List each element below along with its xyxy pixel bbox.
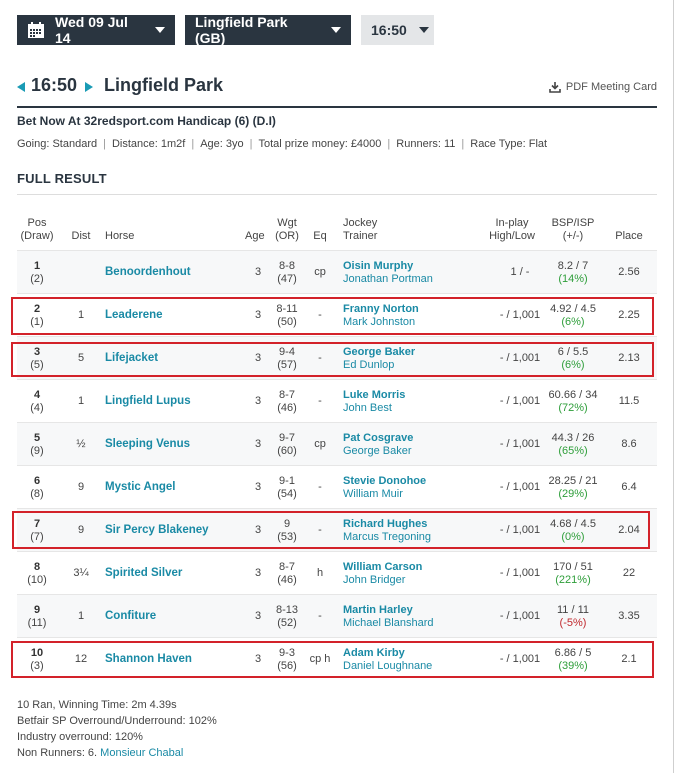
download-icon: [549, 81, 561, 93]
distance-cell: 1: [77, 610, 85, 622]
pdf-meeting-card-link[interactable]: [549, 81, 657, 93]
bsp-cell: 11 / 11 (-5%): [556, 604, 589, 629]
horse-link[interactable]: Lingfield Lupus: [105, 395, 191, 407]
place-cell: 2.56: [618, 266, 640, 278]
table-row: [17, 422, 657, 465]
jockey-link[interactable]: George Baker: [343, 346, 416, 358]
bsp-cell: 6 / 5.5 (6%): [557, 346, 589, 371]
col-dist-header: Dist: [71, 230, 91, 242]
trainer-link[interactable]: Michael Blanshard: [343, 617, 434, 629]
jockey-link[interactable]: Pat Cosgrave: [343, 432, 414, 444]
jockey-link[interactable]: Franny Norton: [343, 303, 419, 315]
trainer-link[interactable]: Marcus Tregoning: [343, 531, 432, 543]
distance-cell: ½: [76, 438, 86, 450]
place-cell: 11.5: [618, 395, 640, 407]
course-value: Lingfield Park (GB): [195, 14, 288, 46]
horse-link[interactable]: Shannon Haven: [105, 653, 192, 665]
trainer-link[interactable]: John Best: [343, 402, 392, 414]
position-cell: 6 (8): [30, 475, 44, 500]
position-cell: 2 (1): [30, 303, 44, 328]
trainer-link[interactable]: William Muir: [343, 488, 403, 500]
inplay-cell: - / 1,001: [499, 653, 541, 665]
divider: [17, 194, 657, 195]
results-table-header: [17, 217, 657, 247]
course-dropdown[interactable]: [185, 15, 351, 45]
bsp-cell: 28.25 / 21 (29%): [548, 475, 598, 500]
inplay-cell: - / 1,001: [499, 395, 541, 407]
race-runners: Runners: 11: [396, 138, 456, 150]
position-cell: 4 (4): [30, 389, 44, 414]
col-pos-header: Pos (Draw): [20, 217, 54, 242]
col-horse-header: Horse: [105, 230, 135, 242]
age-cell: 3: [254, 610, 262, 622]
highlight-box: [11, 342, 654, 377]
jockey-link[interactable]: Adam Kirby: [343, 647, 405, 659]
horse-link[interactable]: Leaderene: [105, 309, 163, 321]
weight-cell: 9 (53): [277, 518, 297, 543]
equipment-cell: -: [318, 610, 322, 622]
race-course-title: Lingfield Park: [104, 75, 224, 95]
weight-cell: 8-13 (52): [275, 604, 299, 629]
equipment-cell: -: [318, 524, 322, 536]
jockey-link[interactable]: Stevie Donohoe: [343, 475, 427, 487]
bsp-cell: 8.2 / 7 (14%): [557, 260, 589, 285]
col-jockey-trainer-header: Jockey Trainer: [343, 217, 378, 242]
equipment-cell: h: [316, 567, 324, 579]
race-title: Bet Now At 32redsport.com Handicap (6) (D.I): [17, 114, 276, 128]
bsp-cell: 60.66 / 34 (72%): [548, 389, 598, 414]
race-selector-bar: [17, 15, 434, 45]
place-cell: 2.25: [618, 309, 640, 321]
age-cell: 3: [254, 567, 262, 579]
jockey-link[interactable]: Richard Hughes: [343, 518, 428, 530]
weight-cell: 8-8 (47): [277, 260, 297, 285]
race-distance: Distance: 1m2f: [111, 138, 186, 150]
col-age-header: Age: [245, 230, 265, 242]
distance-cell: 1: [77, 395, 85, 407]
inplay-cell: - / 1,001: [499, 567, 541, 579]
trainer-link[interactable]: John Bridger: [343, 574, 406, 586]
non-runner-link[interactable]: Monsieur Chabal: [100, 747, 184, 759]
calendar-icon: [27, 21, 45, 39]
equipment-cell: -: [318, 309, 322, 321]
equipment-cell: cp h: [309, 653, 331, 665]
date-value: Wed 09 Jul 14: [55, 14, 128, 46]
place-cell: 2.04: [618, 524, 640, 536]
position-cell: 1 (2): [30, 260, 44, 285]
horse-link[interactable]: Mystic Angel: [105, 481, 176, 493]
inplay-cell: - / 1,001: [499, 438, 541, 450]
equipment-cell: cp: [314, 266, 326, 278]
position-cell: 10 (3): [30, 647, 44, 672]
distance-cell: 9: [77, 524, 85, 536]
weight-cell: 9-1 (54): [277, 475, 297, 500]
place-cell: 8.6: [621, 438, 637, 450]
horse-link[interactable]: Confiture: [105, 610, 157, 622]
horse-link[interactable]: Benoordenhout: [105, 266, 191, 278]
race-footer: [17, 697, 217, 761]
jockey-trainer-cell: [343, 389, 405, 415]
col-inplay-header: In-play High/Low: [489, 217, 535, 242]
position-cell: 5 (9): [30, 432, 44, 457]
race-age: Age: 3yo: [200, 138, 244, 150]
col-wgt-header: Wgt (OR): [275, 217, 299, 242]
race-time: 16:50: [31, 75, 78, 95]
place-cell: 3.35: [618, 610, 640, 622]
jockey-link[interactable]: Oisin Murphy: [343, 260, 414, 272]
inplay-cell: - / 1,001: [499, 524, 541, 536]
weight-cell: 8-11 (50): [276, 303, 298, 328]
horse-link[interactable]: Sir Percy Blakeney: [105, 524, 209, 536]
time-dropdown[interactable]: [361, 15, 434, 45]
bsp-cell: 6.86 / 5 (39%): [554, 647, 592, 672]
jockey-trainer-cell: [343, 604, 434, 630]
trainer-link[interactable]: Mark Johnston: [343, 316, 416, 328]
place-cell: 2.1: [621, 653, 637, 665]
place-cell: 6.4: [621, 481, 637, 493]
section-title: FULL RESULT: [17, 171, 107, 186]
jockey-trainer-cell: [343, 475, 426, 501]
winning-time: 10 Ran, Winning Time: 2m 4.39s: [17, 699, 177, 711]
jockey-link[interactable]: William Carson: [343, 561, 423, 573]
position-cell: 8 (10): [27, 561, 47, 586]
age-cell: 3: [254, 438, 262, 450]
inplay-cell: - / 1,001: [499, 309, 541, 321]
highlight-box: [11, 641, 654, 678]
horse-link[interactable]: Lifejacket: [105, 352, 159, 364]
highlight-box: [12, 511, 650, 549]
weight-cell: 8-7 (46): [277, 389, 297, 414]
table-row: [17, 594, 657, 637]
inplay-cell: - / 1,001: [499, 610, 541, 622]
place-cell: 2.13: [618, 352, 640, 364]
age-cell: 3: [254, 481, 262, 493]
age-cell: 3: [254, 395, 262, 407]
jockey-trainer-cell: [343, 561, 422, 587]
trainer-link[interactable]: Ed Dunlop: [343, 359, 395, 371]
chevron-down-icon: [419, 27, 429, 33]
table-row: [17, 465, 657, 508]
bsp-cell: 4.92 / 4.5 (6%): [550, 303, 596, 328]
highlight-box: [11, 297, 654, 335]
bsp-cell: 44.3 / 26 (65%): [551, 432, 595, 457]
distance-cell: 1: [77, 309, 85, 321]
jockey-trainer-cell: [343, 432, 413, 458]
place-cell: 22: [622, 567, 636, 579]
race-header: [17, 74, 657, 108]
inplay-cell: 1 / -: [510, 266, 530, 278]
equipment-cell: cp: [314, 438, 326, 450]
age-cell: 3: [254, 352, 262, 364]
age-cell: 3: [254, 653, 262, 665]
trainer-link[interactable]: George Baker: [343, 445, 412, 457]
next-race-arrow-icon[interactable]: [85, 82, 93, 92]
distance-cell: 9: [77, 481, 85, 493]
equipment-cell: -: [318, 352, 322, 364]
col-place-header: Place: [615, 230, 643, 242]
position-cell: 7 (7): [30, 518, 44, 543]
table-row: [17, 250, 657, 293]
equipment-cell: -: [318, 481, 322, 493]
race-info: Going: Standard | Distance: 1m2f | Age: 3yo | Total prize money: £4000 | Runners: 11 | Race Type: Flat: [17, 138, 548, 150]
previous-race-arrow-icon[interactable]: [17, 82, 25, 92]
horse-link[interactable]: Spirited Silver: [105, 567, 183, 579]
bsp-cell: 170 / 51 (221%): [553, 561, 593, 586]
chevron-down-icon: [155, 27, 165, 33]
inplay-cell: - / 1,001: [499, 481, 541, 493]
weight-cell: 9-7 (60): [277, 432, 297, 457]
time-value: 16:50: [371, 22, 407, 38]
table-row: [17, 551, 657, 594]
age-cell: 3: [254, 309, 262, 321]
date-dropdown[interactable]: [17, 15, 175, 45]
chevron-down-icon: [331, 27, 341, 33]
weight-cell: 9-4 (57): [277, 346, 297, 371]
equipment-cell: -: [318, 395, 322, 407]
weight-cell: 8-7 (46): [277, 561, 297, 586]
col-eq-header: Eq: [313, 230, 327, 242]
age-cell: 3: [254, 524, 262, 536]
horse-link[interactable]: Sleeping Venus: [105, 438, 190, 450]
race-prize: Total prize money: £4000: [258, 138, 382, 150]
distance-cell: 5: [77, 352, 85, 364]
weight-cell: 9-3 (56): [277, 647, 297, 672]
jockey-trainer-cell: [343, 260, 433, 286]
industry-overround: Industry overround: 120%: [17, 731, 143, 743]
bsp-cell: 4.68 / 4.5 (0%): [550, 518, 596, 543]
betfair-overround: Betfair SP Overround/Underround: 102%: [17, 715, 217, 727]
race-type: Race Type: Flat: [470, 138, 548, 150]
table-row: [17, 379, 657, 422]
pdf-meeting-card-label: PDF Meeting Card: [565, 81, 657, 93]
position-cell: 3 (5): [30, 346, 44, 371]
trainer-link[interactable]: Daniel Loughnane: [343, 660, 433, 672]
distance-cell: 12: [74, 653, 88, 665]
distance-cell: 3¼: [73, 567, 89, 579]
position-cell: 9 (11): [27, 604, 47, 629]
jockey-link[interactable]: Luke Morris: [343, 389, 406, 401]
race-going: Going: Standard: [17, 138, 98, 150]
col-bsp-header: BSP/ISP (+/-): [551, 217, 595, 242]
age-cell: 3: [254, 266, 262, 278]
non-runners: Non Runners: 6. Monsieur Chabal: [17, 747, 184, 759]
jockey-link[interactable]: Martin Harley: [343, 604, 413, 616]
inplay-cell: - / 1,001: [499, 352, 541, 364]
trainer-link[interactable]: Jonathan Portman: [343, 273, 433, 285]
